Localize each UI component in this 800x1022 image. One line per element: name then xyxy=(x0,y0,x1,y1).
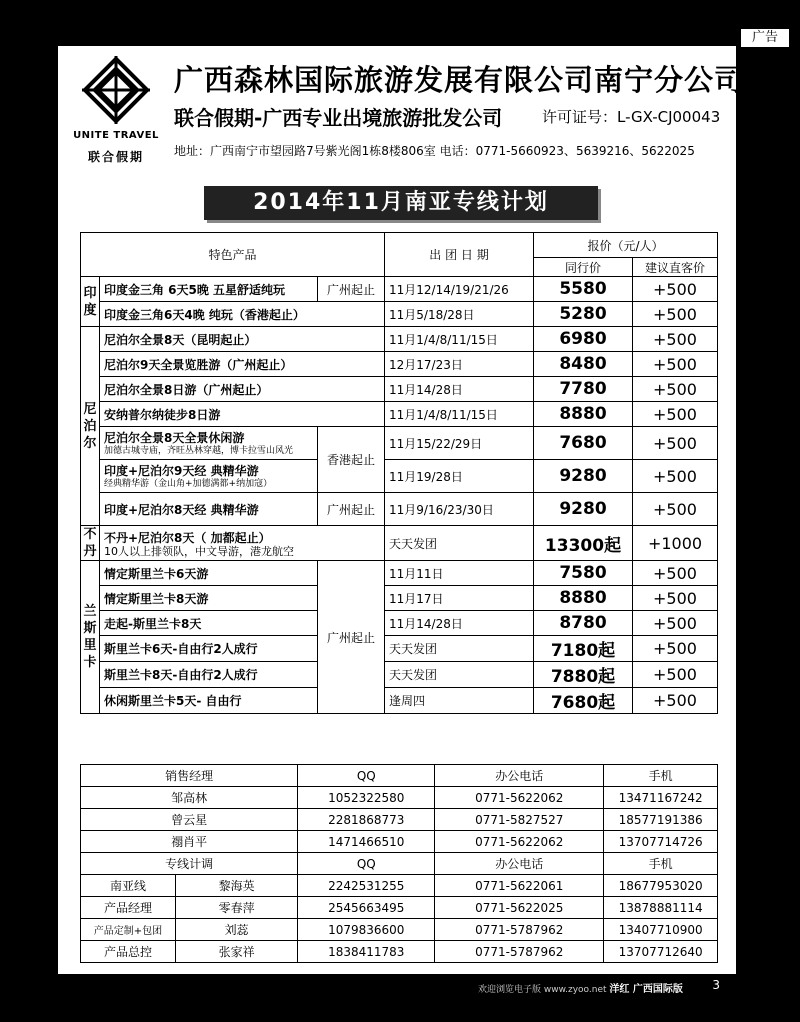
header-peer-price: 同行价 xyxy=(534,258,633,277)
table-row xyxy=(81,327,718,352)
contact-row xyxy=(81,831,718,853)
contact-row xyxy=(81,941,718,963)
contact-mobile: 13471167242 xyxy=(604,787,718,809)
product-name: 印度金三角6天4晚 纯玩（香港起止） xyxy=(100,302,385,327)
contact-mobile: 13707714726 xyxy=(604,831,718,853)
contact-name: 刘蕊 xyxy=(176,919,298,941)
peer-price: 7180起 xyxy=(534,636,633,662)
tour-date: 11月1/4/8/11/15日 xyxy=(385,327,534,352)
table-header-row xyxy=(81,233,718,258)
contact-mobile: 13407710900 xyxy=(604,919,718,941)
retail-price: +500 xyxy=(633,561,718,586)
contact-qq: 2545663495 xyxy=(298,897,435,919)
contact-office: 0771-5622061 xyxy=(435,875,604,897)
plan-title: 2014年11月南亚专线计划 xyxy=(204,186,598,220)
peer-price: 7880起 xyxy=(534,662,633,688)
product-title: 尼泊尔全景8天全景休闲游 xyxy=(104,431,245,445)
departure-guangzhou-2: 广州起止 xyxy=(318,493,385,526)
header-sales-manager: 销售经理 xyxy=(81,765,298,787)
tour-date: 逢周四 xyxy=(385,688,534,714)
footer-brand: 洋红 广西国际版 xyxy=(609,984,683,995)
retail-price: +500 xyxy=(633,662,718,688)
contact-role: 产品定制+包团 xyxy=(81,919,176,941)
peer-price: 7680起 xyxy=(534,688,633,714)
contact-row xyxy=(81,875,718,897)
header-date: 出 团 日 期 xyxy=(385,233,534,277)
table-row xyxy=(81,688,718,714)
retail-price: +500 xyxy=(633,302,718,327)
contact-row xyxy=(81,919,718,941)
region-nepal: 尼泊尔 xyxy=(81,327,100,526)
header-ops: 专线计调 xyxy=(81,853,298,875)
table-row xyxy=(81,611,718,636)
product-name xyxy=(100,460,318,493)
header-qq: QQ xyxy=(298,765,435,787)
tour-date: 11月12/14/19/21/26 xyxy=(385,277,534,302)
retail-price: +500 xyxy=(633,377,718,402)
tour-date: 11月14/28日 xyxy=(385,377,534,402)
company-address: 地址：广西南宁市望园路7号紫光阁1栋8楼806室 电话：0771-5660923、5639216、5622025 xyxy=(174,144,695,158)
table-row xyxy=(81,352,718,377)
contact-office: 0771-5622025 xyxy=(435,897,604,919)
product-name xyxy=(100,526,385,561)
footer-text: 欢迎浏览电子版 www.zyoo.net xyxy=(478,985,607,995)
retail-price: +500 xyxy=(633,688,718,714)
header-mobile: 手机 xyxy=(604,765,718,787)
retail-price: +500 xyxy=(633,327,718,352)
contact-header-row xyxy=(81,765,718,787)
region-bhutan: 不丹 xyxy=(81,526,100,561)
table-row xyxy=(81,302,718,327)
table-row xyxy=(81,526,718,561)
logo-chinese: 联合假期 xyxy=(87,150,144,164)
contact-header-row-2 xyxy=(81,853,718,875)
contact-name: 邹高林 xyxy=(81,787,298,809)
contact-qq: 1471466510 xyxy=(298,831,435,853)
flyer-page xyxy=(58,46,745,974)
contact-name: 禤肖平 xyxy=(81,831,298,853)
contact-office: 0771-5787962 xyxy=(435,919,604,941)
tour-date: 11月1/4/8/11/15日 xyxy=(385,402,534,427)
tour-date: 天天发团 xyxy=(385,662,534,688)
region-india: 印度 xyxy=(81,277,100,327)
endless-knot-icon xyxy=(80,54,152,126)
table-row xyxy=(81,586,718,611)
contact-mobile: 18677953020 xyxy=(604,875,718,897)
logo-english: UNITE TRAVEL xyxy=(73,130,159,141)
license-number: 许可证号：L-GX-CJ00043 xyxy=(542,108,721,126)
contact-office: 0771-5622062 xyxy=(435,787,604,809)
product-name: 情定斯里兰卡6天游 xyxy=(100,561,318,586)
peer-price: 5580 xyxy=(534,277,633,302)
contact-mobile: 13707712640 xyxy=(604,941,718,963)
tour-date: 11月15/22/29日 xyxy=(385,427,534,460)
product-note: 加德古城寺庙，齐旺丛林穿越，博卡拉雪山风光 xyxy=(104,446,294,456)
contact-qq: 2242531255 xyxy=(298,875,435,897)
header-retail-price: 建议直客价 xyxy=(633,258,718,277)
product-note: 经典精华游（金山角+加德满都+纳加寇） xyxy=(104,479,273,489)
peer-price: 8880 xyxy=(534,402,633,427)
tour-date: 11月19/28日 xyxy=(385,460,534,493)
retail-price: +500 xyxy=(633,611,718,636)
peer-price: 9280 xyxy=(534,493,633,526)
retail-price: +500 xyxy=(633,352,718,377)
product-name: 情定斯里兰卡8天游 xyxy=(100,586,318,611)
contact-role: 产品经理 xyxy=(81,897,176,919)
contact-qq: 1838411783 xyxy=(298,941,435,963)
product-title: 不丹+尼泊尔8天（ 加都起止） xyxy=(104,531,271,545)
product-name: 休闲斯里兰卡5天- 自由行 xyxy=(100,688,318,714)
header-qq-2: QQ xyxy=(298,853,435,875)
product-name: 斯里兰卡6天-自由行2人成行 xyxy=(100,636,318,662)
product-title: 印度+尼泊尔9天经 典精华游 xyxy=(104,464,259,478)
tour-date: 11月17日 xyxy=(385,586,534,611)
departure-guangzhou: 广州起止 xyxy=(318,277,385,302)
product-note: 10人以上排领队，中文导游，港龙航空 xyxy=(104,545,294,558)
contact-name: 张家祥 xyxy=(176,941,298,963)
retail-price: +500 xyxy=(633,427,718,460)
peer-price: 8880 xyxy=(534,586,633,611)
retail-price: +500 xyxy=(633,402,718,427)
retail-price: +1000 xyxy=(633,526,718,561)
contact-row xyxy=(81,787,718,809)
ad-tag: 广告 xyxy=(740,28,790,48)
tour-date: 12月17/23日 xyxy=(385,352,534,377)
peer-price: 9280 xyxy=(534,460,633,493)
contact-name: 零春萍 xyxy=(176,897,298,919)
contact-row xyxy=(81,809,718,831)
retail-price: +500 xyxy=(633,586,718,611)
company-subtitle: 联合假期-广西专业出境旅游批发公司 xyxy=(174,106,503,130)
page-number: 3 xyxy=(712,978,720,992)
product-name: 尼泊尔全景8天（昆明起止） xyxy=(100,327,385,352)
contact-office: 0771-5622062 xyxy=(435,831,604,853)
product-name: 印度+尼泊尔8天经 典精华游 xyxy=(100,493,318,526)
tour-date: 11月5/18/28日 xyxy=(385,302,534,327)
contact-role: 南亚线 xyxy=(81,875,176,897)
product-name: 走起-斯里兰卡8天 xyxy=(100,611,318,636)
departure-guangzhou-3: 广州起止 xyxy=(318,561,385,714)
contact-office: 0771-5827527 xyxy=(435,809,604,831)
contact-name: 黎海英 xyxy=(176,875,298,897)
peer-price: 8480 xyxy=(534,352,633,377)
table-row xyxy=(81,636,718,662)
contact-qq: 1052322580 xyxy=(298,787,435,809)
peer-price: 5280 xyxy=(534,302,633,327)
company-logo xyxy=(70,54,162,164)
contact-name: 曾云星 xyxy=(81,809,298,831)
contact-office: 0771-5787962 xyxy=(435,941,604,963)
table-row xyxy=(81,460,718,493)
header-product: 特色产品 xyxy=(81,233,385,277)
header-office-phone-2: 办公电话 xyxy=(435,853,604,875)
company-name: 广西森林国际旅游发展有限公司南宁分公司 xyxy=(174,63,745,97)
peer-price: 7780 xyxy=(534,377,633,402)
header-office-phone: 办公电话 xyxy=(435,765,604,787)
header-price: 报价（元/人） xyxy=(534,233,718,258)
product-name: 印度金三角 6天5晚 五星舒适纯玩 xyxy=(100,277,318,302)
table-row xyxy=(81,493,718,526)
retail-price: +500 xyxy=(633,636,718,662)
header-mobile-2: 手机 xyxy=(604,853,718,875)
region-srilanka: 兰斯里卡 xyxy=(81,561,100,714)
departure-hongkong: 香港起止 xyxy=(318,427,385,493)
peer-price: 13300起 xyxy=(534,526,633,561)
product-name: 斯里兰卡8天-自由行2人成行 xyxy=(100,662,318,688)
contact-qq: 2281868773 xyxy=(298,809,435,831)
contact-qq: 1079836600 xyxy=(298,919,435,941)
contact-role: 产品总控 xyxy=(81,941,176,963)
peer-price: 7680 xyxy=(534,427,633,460)
retail-price: +500 xyxy=(633,277,718,302)
footer xyxy=(478,980,683,995)
retail-price: +500 xyxy=(633,460,718,493)
contact-row xyxy=(81,897,718,919)
product-name: 尼泊尔9天全景览胜游（广州起止） xyxy=(100,352,385,377)
table-row xyxy=(81,402,718,427)
contact-table xyxy=(80,764,718,963)
tour-date: 天天发团 xyxy=(385,526,534,561)
table-row xyxy=(81,277,718,302)
tour-date: 11月11日 xyxy=(385,561,534,586)
peer-price: 6980 xyxy=(534,327,633,352)
contact-mobile: 18577191386 xyxy=(604,809,718,831)
table-row xyxy=(81,561,718,586)
tour-date: 天天发团 xyxy=(385,636,534,662)
product-name: 安纳普尔纳徒步8日游 xyxy=(100,402,385,427)
tour-date: 11月14/28日 xyxy=(385,611,534,636)
peer-price: 8780 xyxy=(534,611,633,636)
contact-mobile: 13878881114 xyxy=(604,897,718,919)
table-row xyxy=(81,662,718,688)
table-row xyxy=(81,427,718,460)
tour-price-table xyxy=(80,232,718,714)
peer-price: 7580 xyxy=(534,561,633,586)
product-name xyxy=(100,427,318,460)
tour-date: 11月9/16/23/30日 xyxy=(385,493,534,526)
retail-price: +500 xyxy=(633,493,718,526)
table-row xyxy=(81,377,718,402)
product-name: 尼泊尔全景8日游（广州起止） xyxy=(100,377,385,402)
